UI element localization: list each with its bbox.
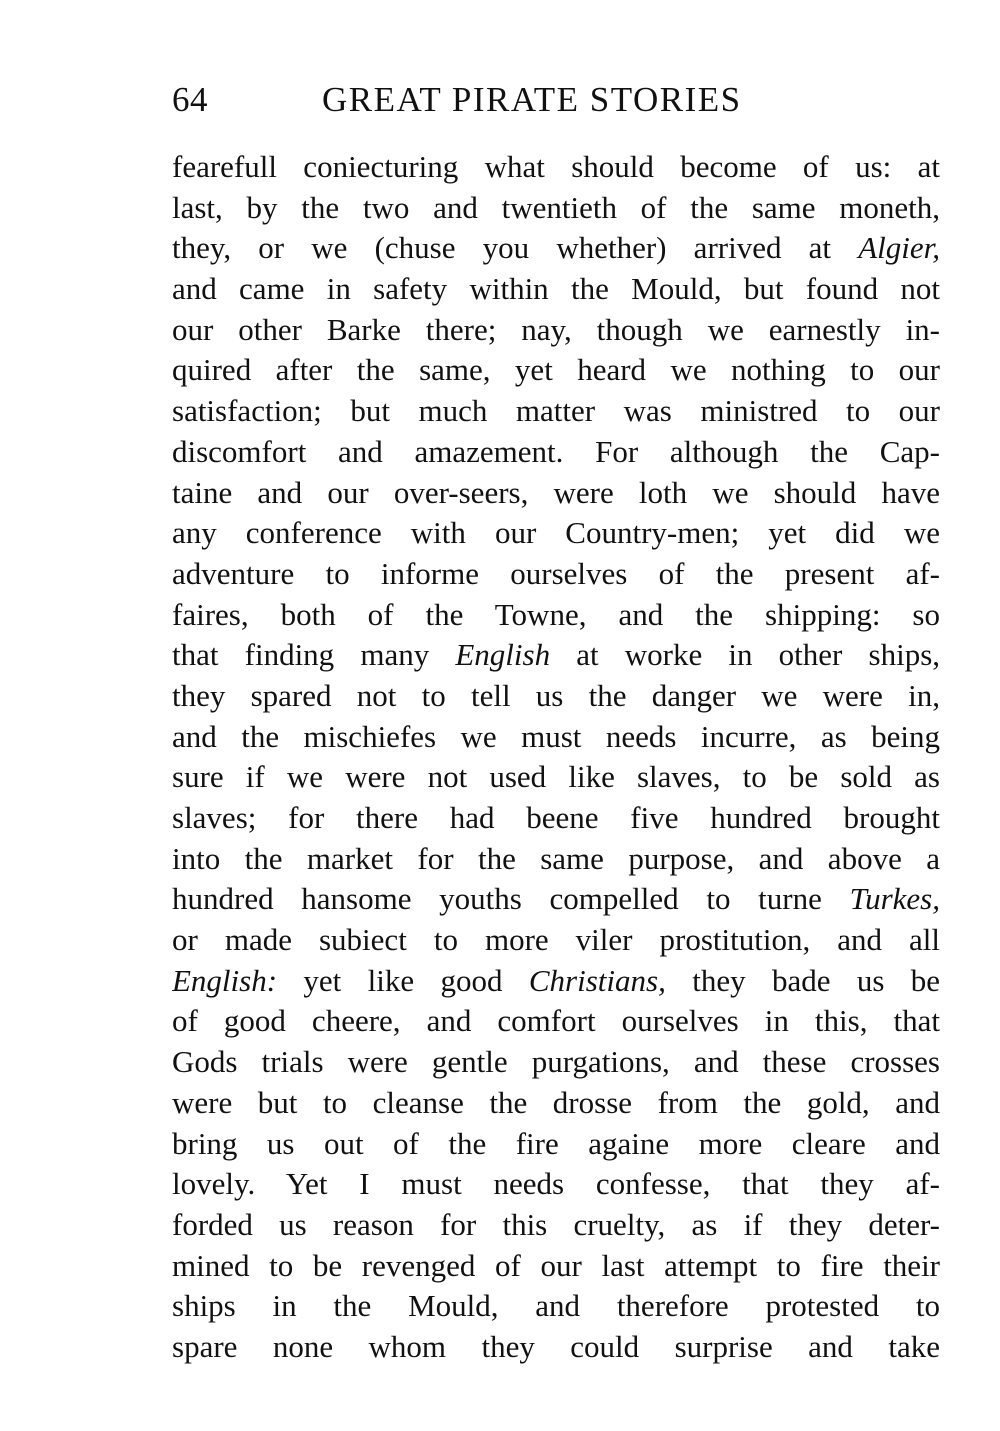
text-segment: Gods trials were gentle purgations, and these crosses	[172, 1044, 940, 1080]
text-segment: last, by the two and twentieth of the same moneth,	[172, 189, 940, 225]
text-line	[172, 1286, 940, 1327]
text-line	[172, 717, 940, 758]
text-segment: they, or we (chuse you whether) arrived at	[172, 230, 859, 266]
italic-text-segment: Algier,	[858, 230, 940, 266]
running-title: GREAT PIRATE STORIES	[322, 80, 742, 119]
text-segment: at worke in other ships,	[550, 637, 940, 673]
text-segment: they bade us be	[665, 962, 940, 998]
text-line	[172, 188, 940, 229]
text-segment: faires, both of the Towne, and the shipping: so	[172, 596, 940, 632]
italic-text-segment: English	[455, 637, 551, 673]
text-segment: and came in safety within the Mould, but found not	[172, 271, 940, 307]
text-line	[172, 1042, 940, 1083]
text-line	[172, 1164, 940, 1205]
text-segment: hundred hansome youths compelled to turne	[172, 881, 850, 917]
text-line	[172, 228, 940, 269]
text-segment: our other Barke there; nay, though we earnestly in-	[172, 311, 940, 347]
text-segment: and the mischiefes we must needs incurre, as being	[172, 718, 940, 754]
italic-text-segment: Turkes,	[849, 881, 940, 917]
text-segment: mined to be revenged of our last attempt to fire their	[172, 1247, 940, 1283]
text-segment: were but to cleanse the drosse from the gold, and	[172, 1084, 940, 1120]
text-line	[172, 1124, 940, 1165]
text-line	[172, 961, 940, 1002]
italic-text-segment: English:	[172, 962, 278, 998]
text-segment: discomfort and amazement. For although the Cap-	[172, 433, 940, 469]
text-line	[172, 554, 940, 595]
text-segment: of good cheere, and comfort ourselves in this, that	[172, 1003, 940, 1039]
text-segment: fearefull coniecturing what should become of us: at	[172, 149, 940, 184]
text-line	[172, 839, 940, 880]
text-segment: satisfaction; but much matter was ministred to our	[172, 393, 940, 429]
text-line	[172, 635, 940, 676]
text-line	[172, 473, 940, 514]
text-segment: or made subiect to more viler prostitution, and all	[172, 922, 940, 958]
text-segment: any conference with our Country-men; yet did we	[172, 515, 940, 551]
text-segment: they spared not to tell us the danger we were in,	[172, 677, 940, 713]
text-line	[172, 513, 940, 554]
text-segment: bring us out of the fire againe more cleare and	[172, 1125, 940, 1161]
text-line	[172, 1001, 940, 1042]
text-segment: that finding many	[172, 637, 456, 673]
text-segment: quired after the same, yet heard we nothing to our	[172, 352, 940, 388]
text-segment: yet like good	[277, 962, 529, 998]
text-segment: lovely. Yet I must needs confesse, that they af-	[172, 1166, 940, 1202]
text-line	[172, 391, 940, 432]
text-line	[172, 920, 940, 961]
text-line	[172, 1205, 940, 1246]
running-header	[172, 78, 952, 122]
text-segment: sure if we were not used like slaves, to be sold as	[172, 759, 940, 795]
text-segment: forded us reason for this cruelty, as if they deter-	[172, 1206, 940, 1242]
text-segment: spare none whom they could surprise and take	[172, 1328, 940, 1364]
text-line	[172, 1327, 940, 1368]
text-segment: adventure to informe ourselves of the present af-	[172, 555, 940, 591]
text-segment: slaves; for there had beene five hundred brought	[172, 800, 940, 835]
text-line	[172, 757, 940, 798]
text-segment: taine and our over-seers, were loth we should have	[172, 474, 940, 510]
italic-text-segment: Christians,	[528, 962, 666, 998]
body-text	[172, 147, 940, 1368]
text-segment: into the market for the same purpose, and above a	[172, 840, 940, 876]
text-line	[172, 879, 940, 920]
text-line	[172, 147, 940, 188]
text-line	[172, 1083, 940, 1124]
text-line	[172, 432, 940, 473]
text-line	[172, 676, 940, 717]
text-line	[172, 1246, 940, 1287]
text-line	[172, 350, 940, 391]
text-line	[172, 269, 940, 310]
text-segment: ships in the Mould, and therefore protested to	[172, 1288, 940, 1324]
text-line	[172, 310, 940, 351]
page-number: 64	[172, 80, 208, 119]
text-line	[172, 595, 940, 636]
text-line	[172, 798, 940, 839]
